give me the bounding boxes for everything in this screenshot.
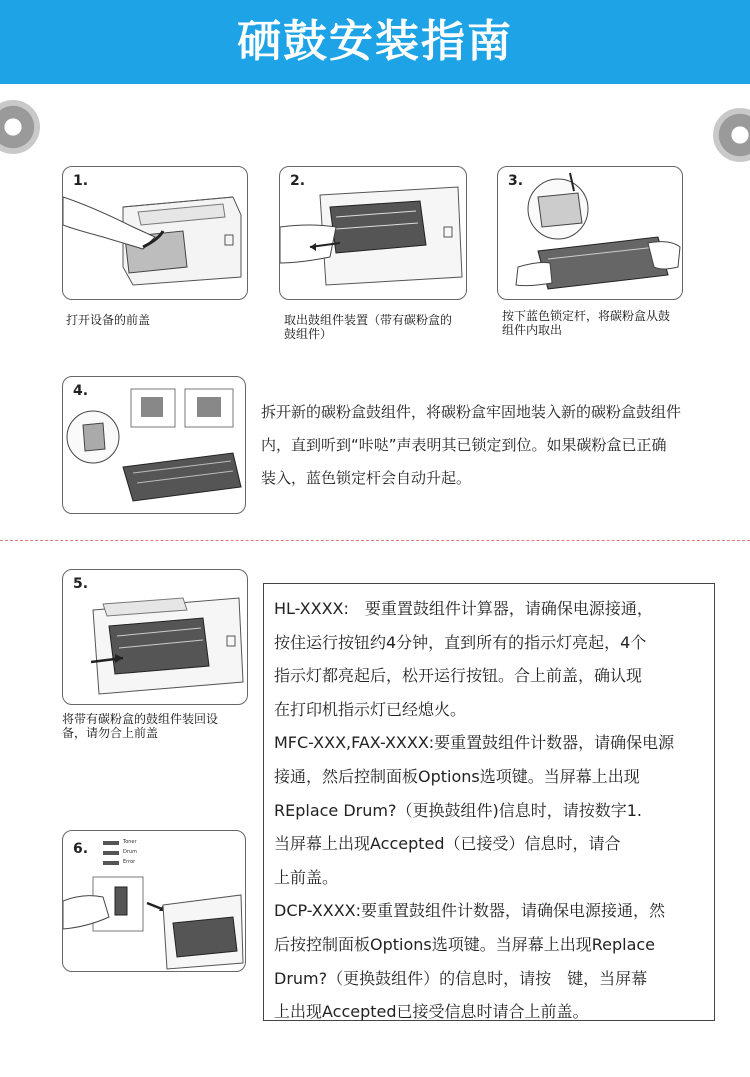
instruction-line: 上前盖。 xyxy=(274,867,339,887)
step-3-illustration xyxy=(497,166,683,300)
drum-unit-icon xyxy=(280,167,466,299)
caption-line: 鼓组件） xyxy=(284,327,333,341)
step-number: 2. xyxy=(290,173,306,189)
gear-icon xyxy=(713,108,750,162)
section-divider xyxy=(0,540,750,541)
step-5-caption xyxy=(62,712,218,740)
instruction-line: 接通，然后控制面板Options选项键。当屏幕上出现 xyxy=(274,766,640,786)
step-number: 5. xyxy=(73,576,89,592)
panel-label-toner: Toner xyxy=(123,839,137,845)
reset-instructions-box xyxy=(263,583,715,1021)
step-number: 4. xyxy=(73,383,89,399)
step-2-caption xyxy=(284,313,452,341)
toner-cartridge-icon xyxy=(498,167,682,299)
step-4-illustration xyxy=(62,376,246,514)
step-6-illustration xyxy=(62,830,246,972)
printer-icon xyxy=(63,167,247,299)
step-number: 3. xyxy=(508,173,524,189)
instruction-line: DCP-XXXX:要重置鼓组件计数器，请确保电源接通，然 xyxy=(274,901,666,921)
instruction-line: 在打印机指示灯已经熄火。 xyxy=(274,699,467,719)
caption-line: 按下蓝色锁定杆，将碳粉盒从鼓 xyxy=(502,309,671,323)
instruction-line: Drum?（更换鼓组件）的信息时，请按 键，当屏幕 xyxy=(274,968,648,988)
instruction-line: 按住运行按钮约4分钟，直到所有的指示灯亮起，4个 xyxy=(274,632,647,652)
page-title: 硒鼓安装指南 xyxy=(237,16,513,67)
reset-instructions-text xyxy=(274,592,710,1029)
description-line: 内，直到听到“咔哒”声表明其已锁定到位。如果碳粉盒已正确 xyxy=(261,436,667,454)
gear-icon xyxy=(0,100,40,154)
caption-line: 将带有碳粉盒的鼓组件装回设 xyxy=(62,712,219,726)
step-5-illustration xyxy=(62,569,248,705)
header-banner xyxy=(0,0,750,84)
step-1-illustration xyxy=(62,166,248,300)
control-panel-icon xyxy=(63,831,245,971)
description-line: 拆开新的碳粉盒鼓组件，将碳粉盒牢固地装入新的碳粉盒鼓组件 xyxy=(261,403,682,421)
step-number: 6. xyxy=(73,841,89,857)
drum-assembly-icon xyxy=(63,377,245,513)
step-4-description xyxy=(261,396,741,495)
step-number: 1. xyxy=(73,173,89,189)
printer-reinstall-icon xyxy=(63,570,247,704)
step-2-illustration xyxy=(279,166,467,300)
instruction-line: 指示灯都亮起后，松开运行按钮。合上前盖，确认现 xyxy=(274,666,643,686)
instruction-line: 当屏幕上出现Accepted（已接受）信息时，请合 xyxy=(274,834,621,854)
step-3-caption xyxy=(502,309,670,337)
instruction-line: REplace Drum?（更换鼓组件)信息时，请按数字1. xyxy=(274,800,642,820)
caption-line: 组件内取出 xyxy=(502,323,563,337)
instruction-line: 上出现Accepted已接受信息时请合上前盖。 xyxy=(274,1002,589,1022)
step-1-caption: 打开设备的前盖 xyxy=(66,313,151,327)
description-line: 装入，蓝色锁定杆会自动升起。 xyxy=(261,469,472,487)
panel-label-error: Error xyxy=(123,859,136,865)
panel-label-drum: Drum xyxy=(123,849,137,855)
caption-line: 取出鼓组件装置（带有碳粉盒的 xyxy=(284,313,453,327)
instruction-line: 后按控制面板Options选项键。当屏幕上出现Replace xyxy=(274,934,656,954)
instruction-line: MFC-XXX,FAX-XXXX:要重置鼓组件计数器，请确保电源 xyxy=(274,733,675,753)
instruction-line: HL-XXXX: 要重置鼓组件计算器，请确保电源接通， xyxy=(274,599,653,618)
caption-line: 备，请勿合上前盖 xyxy=(62,726,159,740)
